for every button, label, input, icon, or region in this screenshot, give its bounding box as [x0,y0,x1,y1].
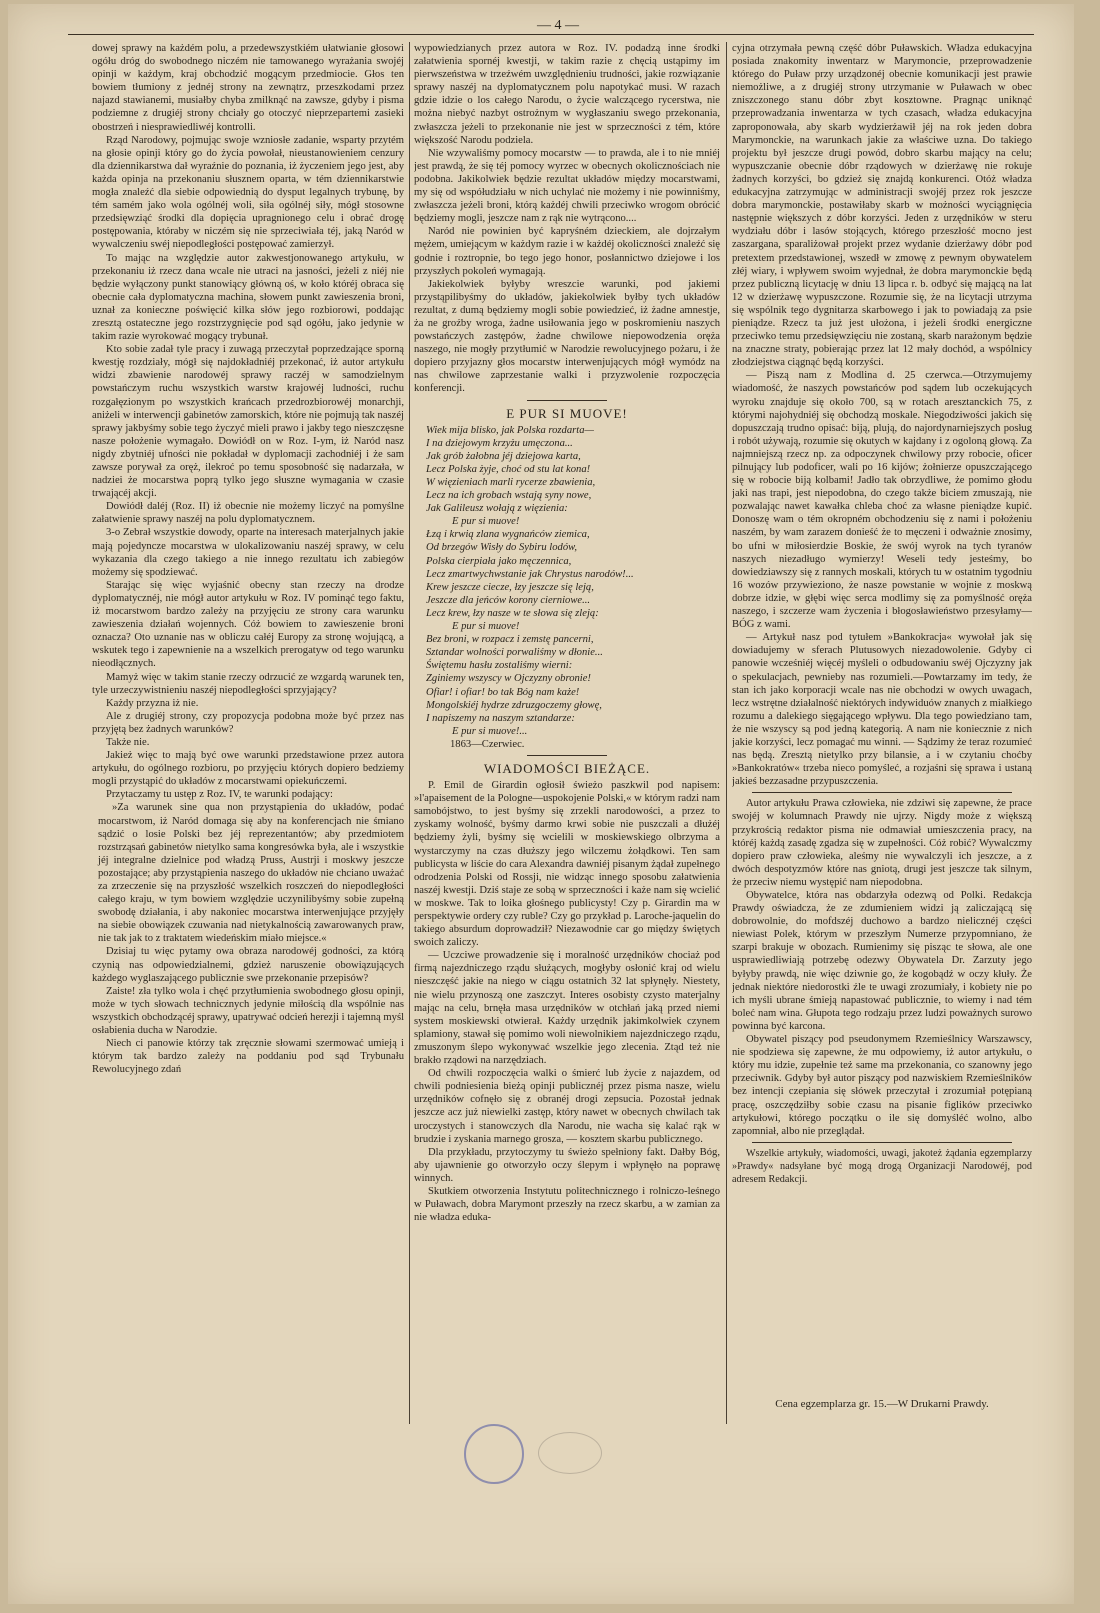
article-paragraph: Nie wzywaliśmy pomocy mocarstw — to prawda, ale i to nie mniéj jest prawdą, że się téj pomocy wyrzec w obecnych okolicznościach nie podobna. Jakikolwiek będzie rezultat układów między mocarstwami, my się od współudziału w nich uchylać nie możemy i nie powinniśmy, zwłaszcza jeżeli broni, którą każdéj chwili przeciwko wrogom obrócić będziemy mogli, jeszcze nam z rąk nie wytrącono.... [414,147,720,225]
poem-line: Ofiar! i ofiar! bo tak Bóg nam każe! [426,686,580,698]
poem-line: Lecz na ich grobach wstają syny nowe, [426,490,592,502]
faint-stamp [538,1432,602,1474]
section-rule [527,400,607,401]
article-paragraph: Obywatelce, która nas obdarzyła odezwą od Polki. Redakcja Prawdy oświadcza, że ze zdumieniem widzi ją zaliczającą się dobrowolnie, do mofdszéj duchowo a bardzo nielicznéj części niewiast Polek, którym w przeszłym Numerze przypomniano, że szarpi brakuje w obozach. Rumienimy się pisząc te słowa, ale one usprawiedliwiają potrzebę odezwy Obywatela Dr. Zarzuty jego byłyby prawdą, nie więc dziwnie go, że kogobądź w oczy kłuły. Że jednak niektóre niedorostki źle te uwagi zrozumiały, i kobiety nie po ich myśli ubrane śmieją napastować publicznie, to wiemy i nad tém boleć nam wina. Głupota tego rodzaju przez ludzi poważnych surowo powinna być karcona. [732,890,1032,1032]
article-paragraph: 3-o Zebrał wszystkie dowody, oparte na interesach materjalnych jakie mają pojedyncze mocarstwa w ulokalizowaniu naszéj sprawy, w celu wykazania dla czego takiego a nie innego rezultatu ich zabiegów możemy się spodziewać. [92,527,404,578]
article-paragraph: Naród nie powinien być kapryśném dzieckiem, ale dojrzałym mężem, umiejącym w każdym razie i w każdéj okoliczności znaleźć się godnie i roztropnie, bo tego jego honor, posłannictwo dziejowe i los przyszłych pokoleń wymagają. [414,226,720,277]
poem-line: E pur si muove!... [452,725,528,737]
poem-line: Krew jeszcze ciecze, łzy jeszcze się leją, [426,581,594,593]
poem-date: 1863—Czerwiec. [450,738,525,750]
price-line: Cena egzemplarza gr. 15.—W Drukarni Prawdy. [775,1398,989,1410]
article-paragraph: wypowiedzianych przez autora w Roz. IV. podadzą inne środki załatwienia spornéj kwestji, w takim razie z chęcią ustąpimy im pierwszeństwa w trzeźwém uwzględnieniu trudności, jakie rozwiązanie sprawy naszéj na dyplomatycznem polu napotykać musi. W razach gdzie idzie o los całego Narodu, o życie walczącego rycerstwa, nie można niebyć nazbyt ostrożnym w wygłaszaniu swego przekonania, zwłaszcza jeżeli to przekonanie nie jest w sprzeczności z tém, które większość Narodu podziela. [414,43,720,146]
poem-line: Jeszcze dla jeńców korony cierniowe... [426,594,591,606]
top-rule [68,34,1034,35]
article-paragraph: Niech ci panowie którzy tak zręcznie słowami szermować umieją i którym tak bardzo zależy na poddaniu pod sąd Trybunału Rewolucyjnego zdań [92,1038,404,1076]
article-paragraph: Mamyż więc w takim stanie rzeczy odrzucić ze wzgardą warunek ten, tyle urzeczywistnieniu naszéj niepodległości sprzyjający? [92,671,404,696]
poem-line: Lecz Polska żyje, choć od stu lat kona! [426,463,591,475]
article-paragraph: Jakież więc to mają być owe warunki przedstawione przez autora artykułu, do ogólnego rozbioru, po przyjęciu których dopiero bedziemy mogli przystąpić do układów z mocarstwami opiekuńczemi. [92,750,404,788]
section-rule [752,1142,1012,1143]
section-rule [752,792,1012,793]
article-paragraph: Dzisiaj tu więc pytamy owa obraza narodowéj godności, za którą czynią nas odpowiedzialnemi, gdzież naruszenie obowiązujących każdego wyglaszającego publicznie swe przekonanie przepisów? [92,946,404,984]
article-paragraph: Kto sobie zadał tyle pracy i zuwagą przeczytał poprzedzające sporną kwestję rozdziały, mógł się najdokładniéj przekonać, iż autor artykułu widzi zbawienie narodowéj sprawy raczéj w samodzielnym powstańczym ruchu wszystkich warstw krajowéj ludności, ruchu rozgałęzionym po wszystkich krańcach przedrozbiorowéj monarchji, aniżeli w interwencji gabinetów zamorskich, które nie pojmują tak naszéj sprawy jakbyśmy sobie tego życzyć mieli prawo i jakby tego nieszczęsne nasze położenie wymagało. Dowiódł on w Roz. I-ym, iż Naród nasz nigdy zbytniéj ufności nie pokładał w dyplomacji zachodniéj i że sam zawsze porywał za oręż, ilekroć po temu sposobność się nadarzała, w nadziei że mocarstwa poprą tylko jego słuszne wymagania w czasie trwającéj akcji. [92,344,404,500]
library-stamp [464,1424,524,1484]
poem-line: Lecz zmartwychwstanie jak Chrystus narodów!... [426,568,634,580]
poem-line: I napiszemy na naszym sztandarze: [426,712,575,724]
article-paragraph: Autor artykułu Prawa człowieka, nie zdziwi się zapewne, że prace swojéj w kolumnach Prawdy nie ujrzy. Nigdy może z większą przykrością redaktor pisma nie odmawiał umieszczenia pracy, na któréj każdą zasadę zgadza się w zupełności. Cóż robić? Wywalczmy dopiero praw człowieka, aleśmy nie wywalczyli ich jeszcze, a z dwóch despotyzmów które nas gniotą, drugi jest jeszcze tak silnym, że przeciw niemu występić nam niepodobna. [732,798,1032,888]
article-paragraph: Dla przykładu, przytoczymy tu świeżo spełniony fakt. Dałby Bóg, aby ujawnienie go otworzyło oczy ślepym i wpłynęło na poprawę winnych. [414,1146,720,1184]
poem-line: Łzą i krwią zlana wygnańców ziemica, [426,529,590,541]
news-section-title: WIADOMOŚCI BIEŻĄCE. [483,760,651,776]
poem-line: Bez broni, w rozpacz i zemstę pancerni, [426,634,594,646]
article-paragraph: Zaiste! zła tylko wola i chęć przytłumienia swobodnego głosu opinji, może w tych słowach technicznych jedynie miłością dla wspólnie nas wszystkich obchodzącéj sprawy, upatrywać odcień herezji i tajemną myśl osłabienia ducha w Narodzie. [92,985,404,1037]
article-paragraph: Od chwili rozpoczęcia walki o śmierć lub życie z najazdem, od chwili podniesienia bieżą opinji publicznéj przez pisma nasze, wielu urzędników cofnęło się z obranéj drogi zepsucia. Pozostał jednak jeszcze acz już niewielki zastęp, który nawet w obecnych chwilach tak uroczystych i stanowczych dla Narodu, nie wacha się kalać rąk w brudzie i zyskania marnego grosza, — kosztem skarbu publicznego. [414,1068,720,1145]
poem [426,424,720,751]
article-paragraph: dowej sprawy na każdém polu, a przedewszystkiém ułatwianie głosowi ogółu dróg do swobodnego niczém nie tamowanego wyrażania swojéj opinji w każdym, kraj obchodzić mogącym przedmiocie. Głos ten bowiem tłumiony z jednéj strony na zewnątrz, przeszkodami przez najazd stawianemi, musiałby chyba zmilknąć na zawsze, gdyby i pisma podziemne z drugiéj strony chciały go otoczyć nieprzepartemi zasieki obostrzeń i niesprawiedliwéj kontrolli. [92,43,404,133]
article-paragraph: Jakiekolwiek byłyby wreszcie warunki, pod jakiemi przystąpilibyśmy do układów, jakiekolwiek byłby tych układów rezultat, z dumą będziemy mogli sobie powiedzieć, iż żadne amnestje, ża ne groźby wroga, żadne usiłowania jego w poskromieniu naszych powstańczych zastępów, żadne chwilowe niepowodzenia oręża naszego, nie mogły przytłumić w Narodzie rewolucyjnego pożaru, i że dopiero przyjazny głos mocarstw interwenjujących mógł wymódz na nas chwilowe zaprzestanie walki i przyzwolenie rozpoczęcia konferencji. [414,278,720,395]
article-paragraph: Wszelkie artykuły, wiadomości, uwagi, jakoteż żądania egzemplarzy »Prawdy« nadsyłane być mogą drogą Organizacji Narodowéj, pod adresem Redakcji. [732,1147,1032,1185]
page-number: — 4 — [537,18,579,33]
article-paragraph: Ale z drugiéj strony, czy propozycja podobna może być przez nas przyjętą bez żadnych warunków? [92,710,404,735]
article-paragraph: cyjna otrzymała pewną część dóbr Puławskich. Władza edukacyjna posiada znakomity inwentarz w Marymoncie, przeprowadzenie którego do Puław przy urządzonéj obecnie komunikacji jest prawie niemożliwe, a z drugiéj strony utrzymanie w Puławach w obec zniszczonego stanu dóbr zbyt kosztowne. Pragnąc uniknąć przeprowadzania inwentarza w tych czasach, władza edukacyjna zaproponowała, aby skarb wydzierżawił jéj na rok jeden dobra Marymonckie, na warunkach jakie za właściwe uzna. Do takiego projektu był jeszcze drugi powód, dobro skarbu mający na celu; wypuszczanie obecnie dóbr rządowych w dzierżawę nie rokuje żadnych korzyści, bo gdzież się znajdą konkurenci. Otóż władza edukacyjna zatrzymując w administracji swojéj przez rok jeszcze dobra marymonckie, postawiłaby skarb w możności wyciągnięcia następnie większych z dóbr korzyści. Jeden z urzędników w steru wydziału dóbr i lasów stojących, którego przeszłość mocno jest zaszargana, sparaliżował projekt przez wydanie dzierżawy dóbr pod pretextem przedstawionej, wszedł w zmowę z pewnym obywatelem złéj wiary, i wpływem swoim wyjednał, że dobra marymonckie będą przez publiczną licytację w dniu 13 lipca r. b. odbyć się mającą na lat 12 w dzierżawę wypuszczone. Rozumie się, że na licytacji utrzyma się wspólnik tego dygnitarza skarbowego i jak to powiadają za psie pieniądze. Rzecz ta już jest ułożona, i jeżeli środki energiczne przeciwko temu przedsięwzięciu nie zostaną, skarb narażonym będzie na znaczne straty, pobierając przez lat 12 mały dochód, a wspólnicy złodziejstwa ciągnąć będą korzyści. [732,43,1032,369]
column-3 [732,42,1032,1362]
article-paragraph: Dowiódł daléj (Roz. II) iż obecnie nie możemy liczyć na pomyślne załatwienie sprawy naszéj na polu dyplomatycznem. [92,501,404,526]
column-divider [726,42,727,1424]
poem-line: E pur si muove! [452,621,520,633]
article-paragraph: Skutkiem otworzenia Instytutu politechnicznego i rolniczo-leśnego w Puławach, dobra Marymont przeszły na rzecz skarbu, a w zamian za nie władza eduka- [414,1185,720,1224]
poem-line: Jak Galileusz wołają z więzienia: [426,503,568,515]
poem-title: E PUR SI MUOVE! [506,405,628,421]
column-1 [92,42,404,1402]
article-paragraph: — Uczciwe prowadzenie się i moralność urzędników chociaż pod firmą najezdniczego rządu służących, mogłyby osłonić kraj od wielu nieszczęść jakie na niego w ciągu ostatnich 32 lat spłynęły. Niestety, nie wielu przynoszą one zaszczyt. Interes osobisty czysto materjalny mając na celu, brnęła masa urzędników w otchłań jaką przed niemi system moskiewski otwierał. Każdy urzędnik jakimkolwiek czynem splamiony, stawał się pomimo woli niewolnikiem najezdniczego rządu, zmuszonym ślepo wykonywać wszelkie jego zlecenia. Ztąd też nie brakło rządowi na narzędziach. [414,950,720,1067]
poem-line: Polska cierpiała jako męczennica, [426,555,572,567]
column-divider [409,42,410,1424]
poem-line: Zginiemy wszyscy w Ojczyzny obronie! [426,673,591,685]
poem-line: Wiek mija blisko, jak Polska rozdarta— [426,424,594,436]
poem-line: Lecz krew, łzy nasze w te słowa się zleją: [426,607,599,619]
article-paragraph: — Piszą nam z Modlina d. 25 czerwca.—Otrzymujemy wiadomość, że naszych powstańców pod sądem lub oczekujących wyroku znajduje się około 700, są w rotach aresztanckich 75, z którymi najohydniéj się obchodzą moskale. Niegodziwości jakich się dopuszczają trudno opisać: biją, plują, do najordynarniejszych posług i robót używają, rozumie się okutych w kajdany i z ogoloną głową. Za najmniejszą rzecz np. za odpoczynek chwilowy przy robocie, oficer pilnujący lub podoficer, wali po 16 kijów; żołnierze opuszczającego się w robocie biją kolbami! Jadło tak obrzydliwe, że pomimo głodu jaki nas trapi, jest niepodobna, do czego także biciem zmuszają, nie pozwalając nawet kawałka chleba choć za własne pieniądze kupić. Donoszę wam o tém okropném obchodzeniu się z nami i położeniu naszém, by wam zarazem donieść że to męczeni i odważnie znosimy, bo ufni w miłosierdzie Boskie, że swój wyrok na tych tyranów naszych niezadługo wymierzy! Weseli tedy jesteśmy, bo dowiedziawszy się z rannych moskali, których tu w ostatnim tygodniu 16 wozów przywieziono, że nasze powstanie w wojnie z moskwą dobrze idzie, w głębi więc serca modlimy się za pomyślność oręża naszego, i szczerze wam życzenia i błogosławieństwo przesyłamy—BÓG z wami. [732,370,1032,631]
article-paragraph: — Artykuł nasz pod tytułem »Bankokracja« wywołał jak się dowiadujemy w sferach Plutusowych niezadowolenie. Gdyby ci panowie wcześniéj więcéj myśleli o odbudowaniu swéj Ojczyzny jak o spekulacjach, pewnieby nas rozumieli.—Powtarzamy im tedy, że stan ich jako korporacji wcale nas nie obchodzi w owych uwagach, lecz wstrętne działalność niektórych indywiduów znanych z miałkiego rozumu a dalekiego sięgającego wpływu. Dla tego powiedziano tam, że nie wszyscy są pod jedną kategorią. A nam nie koniecznie z nich jakie korzyści, lecz pomagać mu winni. — Sądzimy że teraz rozumieć nas będą. Zresztą nietylko przy bilansie, a i w czytaniu choćby »Bankokratów« trzeba nieco pomyśleć, a rozjaśni się sprawa i ustaną jakieś bezzasadne przypuszczenia. [732,632,1032,788]
poem-line: Jak grób żałobna jéj dziejowa karta, [426,450,581,462]
newspaper-page [8,4,1074,1604]
article-paragraph: To mając na względzie autor zakwestjonowanego artykułu, w przekonaniu iż rzecz dana wcale nie utraci na jasności, jeżeli z niéj nie będzie wyłączony punkt stanowiący główną oś, w koło któréj obraca się obecnie cała dyplomatyczna machina, słowem punkt zawieszenia broni, uznał za konieczne poświęcić kilka słów jego rozbiorowi, poddając zresztą ostateczne jego rozstrzygnięcie pod sąd ogółu, jako jedynie w takim razie wyrokować mogący trybunał. [92,252,404,343]
article-paragraph: Także nie. [106,736,150,748]
article-paragraph: »Za warunek sine qua non przystąpienia do układów, podać mocarstwom, iż Naród domaga się aby na konferencjach nie śmiano sądzić o losie Polski bez jéj reprezentantów; aby przedmiotem rozstrząsań gabinetów nietylko sama kongresówka była, ale i wszystkie jéj integralne dzielnice pod władzą Pruss, Austrji i moskwy jeszcze pozostające; aby przystąpienia naszego do układów nie chciano uważać za zrzeczenie się na przyszłość wszelkich roszczeń do niepodległości całego kraju, w tym bowiem względzie uczynilibyśmy sobie zupełną swobodę działania, i aby nakoniec mocarstwa interwenjujące przyjęły na siebie obowiązek czuwania nad nietykalnością zawarowanych praw, nie tak jak to z traktatem wiedeńskim miało miejsce.« [98,802,404,945]
article-paragraph: Przytaczamy tu ustęp z Roz. IV, te warunki podający: [106,789,333,801]
poem-line: Sztandar wolności porwaliśmy w dłonie... [426,647,603,659]
article-paragraph: P. Emil de Girardin ogłosił świeżo paszkwil pod napisem: »l'apaisement de la Pologne—uspokojenie Polski,« w którym radzi nam samobójstwo, to jest byśmy się zrzekli narodowości, a przez to zyskamy wolność, byśmy darmo krwi sobie nie puszczali a dłużéj będziemy żyli, byśmy się wcielili w moskiewskiego olbrzyma a wystarczymy na czas dłuższy jego wilczemu żołądkowi. Ten sam publicysta w liście do cara Alexandra dawniéj pisanym żądał zupełnego odrodzenia Polski od Rossji, nie widząc innego sposobu załatwienia naszéj kwestji. Dziś staje ze sobą w sprzeczności i każe nam się wcielić w moskwe. Tak to loika głośnego publicysty! Czy p. Girardin ma w perspektywie ordery czy ruble? Czy go przykład p. Laroche-jaquelin do takiego absurdum doprowadził? Niezawodnie car go między świętych swoich zaliczy. [414,780,720,949]
poem-line: Od brzegów Wisły do Sybiru lodów, [426,542,578,554]
article-paragraph: Starając się więc wyjaśnić obecny stan rzeczy na drodze dyplomatycznéj, nie mógł autor artykułu w Roz. IV pominąć tego faktu, iż mocarstwom bardzo zależy na przyjęciu ze strony cara warunku zawieszenia działań wojennych. Cóż bowiem to zawieszenie broni oznacza? Oto uznanie nas w obliczu całéj Europy za stronę wojującą, a wskutek tego i zapewnienie na a wszelkich prerogatyw od tego warunku nieodłącznych. [92,579,404,670]
poem-line: Mongolskiéj hydrze zdruzgoczemy głowę, [426,699,602,711]
section-rule [527,755,607,756]
poem-line: W więzieniach marli rycerze zbawienia, [426,477,596,488]
poem-line: I na dziejowym krzyżu umęczona... [426,437,573,449]
poem-line: E pur si muove! [452,516,520,528]
article-paragraph: Obywatel piszący pod pseudonymem Rzemieślnicy Warszawscy, nie spodziewa się zapewne, że mu odpowiemy, iż autor artykułu, o który mu idzie, zupełnie też same ma przekonania, co szanowny jego przeciwnik. Gdyby był autor piszący pod nazwiskiem Rzemieślników bez intencji czepiania się słówek przeczytał i zrozumiał potępianą pracę, oszczędziłby sobie czasu na pisanie figlików przeciwko artykułowi, którego początku o ile się domyśléć wolno, albo zapomniał, albo nie przeglądał. [732,1034,1032,1137]
article-paragraph: Rząd Narodowy, pojmując swoje wzniosłe zadanie, wsparty przytém na głosie opinji który go do życia powołał, nieustanowieniem cenzury dla dziennikarstwa dał wyraźnie do poznania, iż życzeniem jego jest, aby każda opinja na przekonaniu słusznem oparta, w tém dziennikarstwie mogła znaleźć dla siebie odpowiednią do dysput legalnych trybunę, by tém samém jako wola ogólnéj woli, siła ogólnéj siły, mógł stosowne przedsięwziąć środki dla dopięcia upragnionego celu i obrać drogę postępowania, któraby w niczém się nie sprzeciwiała téj, jaką Naród w wywalczeniu swéj niepodległości postępować zamierzył. [92,134,404,251]
article-paragraph: Każdy przyzna iż nie. [106,697,199,709]
column-2 [414,42,720,1402]
poem-line: Świętemu hasłu zostaliśmy wierni: [426,660,573,672]
